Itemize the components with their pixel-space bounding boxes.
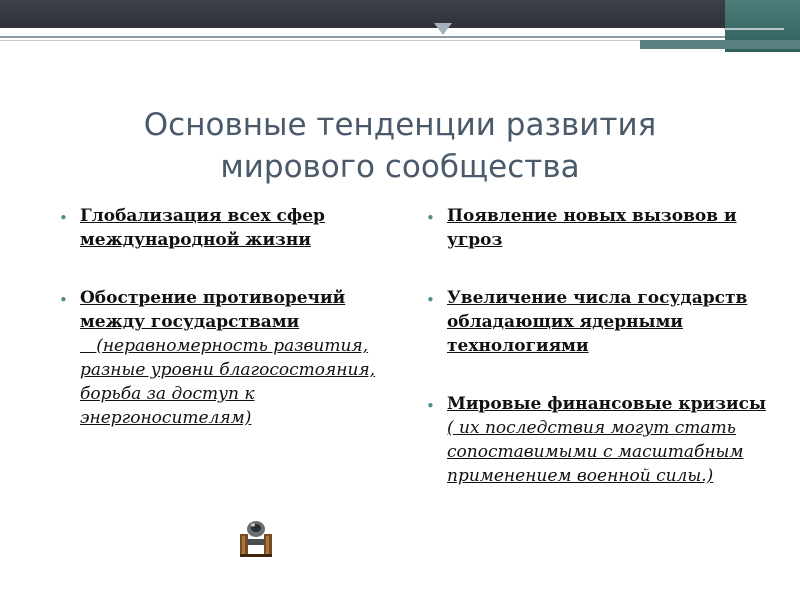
bullet-icon: • (59, 291, 68, 309)
bullet-icon: • (426, 209, 435, 227)
bullet-icon: • (426, 397, 435, 415)
accent-bar (640, 40, 800, 49)
list-item (423, 392, 768, 488)
explanatory-note (56, 334, 401, 430)
list-item-text: Глобализация всех сфер международной жизни (80, 206, 325, 250)
dropdown-arrow-icon (434, 23, 452, 35)
list-item-text: Мировые финансовые кризисы (447, 394, 766, 414)
note-text: (неравномерность развития, разные уровни благосостояния, борьба за доступ к энергоносителям) (80, 336, 376, 428)
list-item (56, 204, 401, 252)
bullet-icon: • (59, 209, 68, 227)
note-indent (80, 336, 96, 356)
header-divider (0, 36, 800, 38)
list-item (56, 286, 401, 334)
spacer (56, 252, 401, 286)
list-item (423, 204, 768, 252)
bullet-icon: • (426, 291, 435, 309)
title-line-1: Основные тенденции развития (143, 107, 657, 143)
list-item-text: Увеличение числа государств обладающих ядерными технологиями (447, 288, 748, 356)
right-column (423, 204, 768, 488)
header-band (0, 0, 800, 28)
list-item-note: ( их последствия могут стать сопоставимыми с масштабным применением военной силы.) (447, 418, 744, 486)
list-item-text: Появление новых вызовов и угроз (447, 206, 737, 250)
left-column (56, 204, 401, 430)
list-item (423, 286, 768, 358)
title-line-2: мирового сообщества (220, 149, 580, 185)
slide-title (60, 104, 740, 188)
list-item-text: Обострение противоречий между государствами (80, 288, 346, 332)
cannon-icon (236, 517, 276, 563)
spacer (423, 358, 768, 392)
spacer (423, 252, 768, 286)
